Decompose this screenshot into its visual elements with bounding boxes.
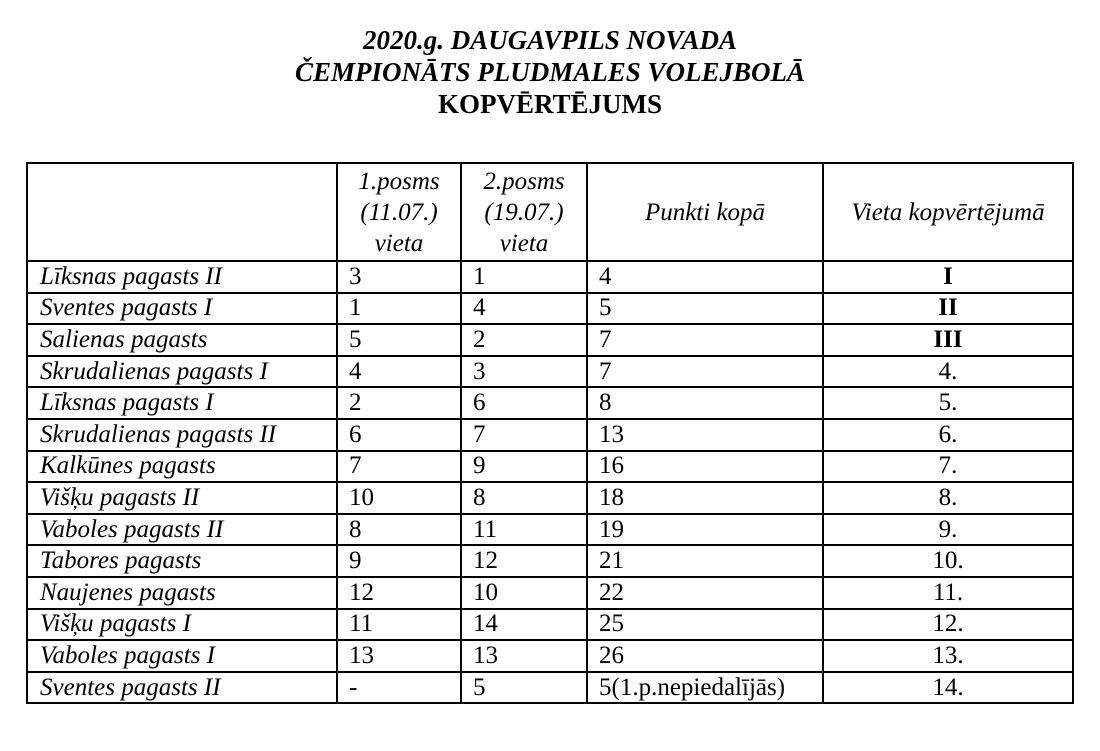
points-cell: 25 bbox=[587, 609, 823, 641]
place-cell: II bbox=[823, 293, 1073, 325]
points-cell: 5 bbox=[587, 293, 823, 325]
table-row bbox=[27, 261, 1073, 293]
points-cell: 7 bbox=[587, 356, 823, 388]
place-cell: 11. bbox=[823, 577, 1073, 609]
stage1-cell: 12 bbox=[337, 577, 461, 609]
points-cell: 7 bbox=[587, 324, 823, 356]
table-row bbox=[27, 482, 1073, 514]
stage2-cell: 5 bbox=[461, 672, 587, 704]
stage2-cell: 12 bbox=[461, 545, 587, 577]
stage1-cell: 5 bbox=[337, 324, 461, 356]
stage1-cell: 2 bbox=[337, 387, 461, 419]
table-row bbox=[27, 451, 1073, 483]
results-table bbox=[26, 162, 1074, 704]
header-place: Vieta kopvērtējumā bbox=[823, 163, 1073, 261]
place-cell: 12. bbox=[823, 609, 1073, 641]
points-cell: 16 bbox=[587, 451, 823, 483]
team-cell: Līksnas pagasts I bbox=[27, 387, 337, 419]
stage1-cell: 10 bbox=[337, 482, 461, 514]
place-cell: 8. bbox=[823, 482, 1073, 514]
team-cell: Salienas pagasts bbox=[27, 324, 337, 356]
table-row bbox=[27, 545, 1073, 577]
stage1-cell: 4 bbox=[337, 356, 461, 388]
stage2-cell: 6 bbox=[461, 387, 587, 419]
team-cell: Kalkūnes pagasts bbox=[27, 451, 337, 483]
team-cell: Sventes pagasts II bbox=[27, 672, 337, 704]
team-cell: Višķu pagasts I bbox=[27, 609, 337, 641]
stage1-cell: 1 bbox=[337, 293, 461, 325]
header-team bbox=[27, 163, 337, 261]
stage2-cell: 8 bbox=[461, 482, 587, 514]
table-row bbox=[27, 514, 1073, 546]
place-cell: 7. bbox=[823, 451, 1073, 483]
stage1-cell: 6 bbox=[337, 419, 461, 451]
place-cell: 13. bbox=[823, 640, 1073, 672]
place-cell: III bbox=[823, 324, 1073, 356]
stage2-cell: 2 bbox=[461, 324, 587, 356]
points-cell: 13 bbox=[587, 419, 823, 451]
stage2-cell: 11 bbox=[461, 514, 587, 546]
points-cell: 5(1.p.nepiedalījās) bbox=[587, 672, 823, 704]
table-row bbox=[27, 577, 1073, 609]
team-cell: Vaboles pagasts I bbox=[27, 640, 337, 672]
title-line-3: KOPVĒRTĒJUMS bbox=[437, 89, 663, 119]
place-cell: 5. bbox=[823, 387, 1073, 419]
team-cell: Sventes pagasts I bbox=[27, 293, 337, 325]
points-cell: 8 bbox=[587, 387, 823, 419]
points-cell: 22 bbox=[587, 577, 823, 609]
header-points: Punkti kopā bbox=[587, 163, 823, 261]
header-stage2: 2.posms (19.07.) vieta bbox=[461, 163, 587, 261]
stage1-cell: - bbox=[337, 672, 461, 704]
stage1-cell: 8 bbox=[337, 514, 461, 546]
points-cell: 21 bbox=[587, 545, 823, 577]
table-row bbox=[27, 640, 1073, 672]
place-cell: I bbox=[823, 261, 1073, 293]
table-row bbox=[27, 293, 1073, 325]
table-row bbox=[27, 419, 1073, 451]
team-cell: Skrudalienas pagasts II bbox=[27, 419, 337, 451]
table-row bbox=[27, 672, 1073, 704]
team-cell: Tabores pagasts bbox=[27, 545, 337, 577]
header-stage1: 1.posms (11.07.) vieta bbox=[337, 163, 461, 261]
team-cell: Skrudalienas pagasts I bbox=[27, 356, 337, 388]
stage2-cell: 10 bbox=[461, 577, 587, 609]
team-cell: Višķu pagasts II bbox=[27, 482, 337, 514]
team-cell: Naujenes pagasts bbox=[27, 577, 337, 609]
title-line-2: ČEMPIONĀTS PLUDMALES VOLEJBOLĀ bbox=[294, 57, 806, 87]
points-cell: 18 bbox=[587, 482, 823, 514]
table-row bbox=[27, 324, 1073, 356]
stage2-cell: 1 bbox=[461, 261, 587, 293]
stage2-cell: 9 bbox=[461, 451, 587, 483]
points-cell: 26 bbox=[587, 640, 823, 672]
stage1-cell: 11 bbox=[337, 609, 461, 641]
points-cell: 19 bbox=[587, 514, 823, 546]
team-cell: Līksnas pagasts II bbox=[27, 261, 337, 293]
place-cell: 14. bbox=[823, 672, 1073, 704]
stage2-cell: 7 bbox=[461, 419, 587, 451]
stage1-cell: 9 bbox=[337, 545, 461, 577]
points-cell: 4 bbox=[587, 261, 823, 293]
stage1-cell: 7 bbox=[337, 451, 461, 483]
stage2-cell: 3 bbox=[461, 356, 587, 388]
stage2-cell: 13 bbox=[461, 640, 587, 672]
stage2-cell: 14 bbox=[461, 609, 587, 641]
header-row bbox=[27, 163, 1073, 261]
place-cell: 9. bbox=[823, 514, 1073, 546]
place-cell: 10. bbox=[823, 545, 1073, 577]
stage1-cell: 3 bbox=[337, 261, 461, 293]
place-cell: 4. bbox=[823, 356, 1073, 388]
title-line-1: 2020.g. DAUGAVPILS NOVADA bbox=[362, 25, 738, 55]
table-row bbox=[27, 387, 1073, 419]
stage2-cell: 4 bbox=[461, 293, 587, 325]
table-row bbox=[27, 356, 1073, 388]
place-cell: 6. bbox=[823, 419, 1073, 451]
stage1-cell: 13 bbox=[337, 640, 461, 672]
table-row bbox=[27, 609, 1073, 641]
team-cell: Vaboles pagasts II bbox=[27, 514, 337, 546]
